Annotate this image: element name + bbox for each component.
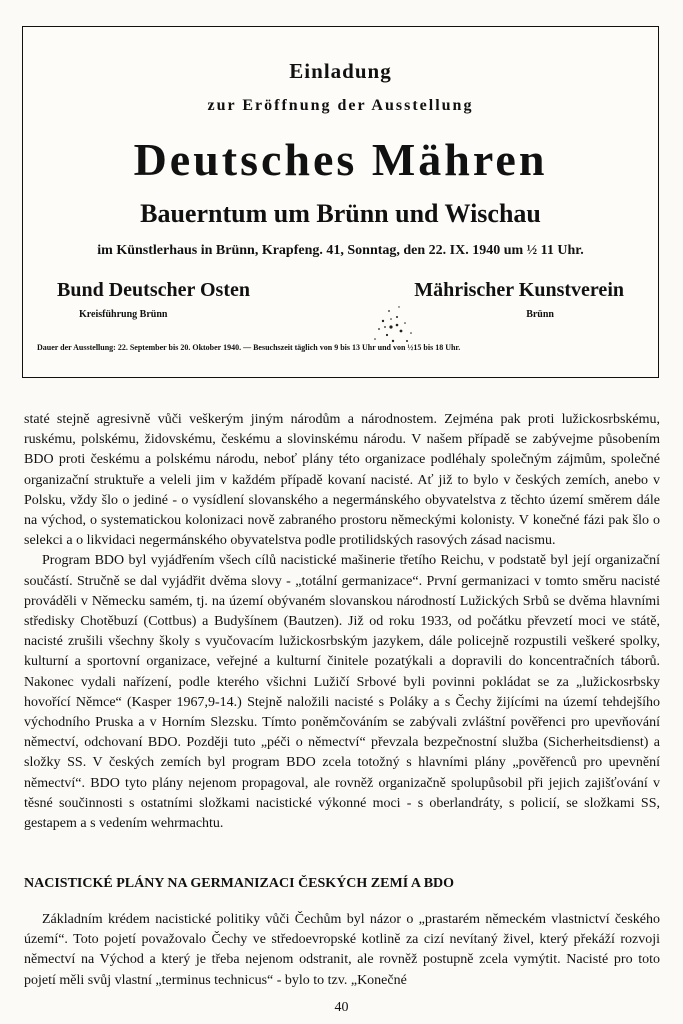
paragraph-1: staté stejně agresivně vůči veškerým jiným národům a národnostem. Zejména pak proti lužickosrbskému, ruskému, polskému, židovskému, českému a slovinskému národu. V našem případě se zabývejme působením BDO proti českému a polskému národu, neboť plány této organizace podléhaly společným zájmům, společné organizační struktuře a veleli jim v každém případě kovaní nacisté. Ať již to bylo v českých zemích, anebo v Polsku, vždy šlo o jediné - o vysídlení slovanského a negermánského obyvatelstva z těchto území směrem dále na východ, o systematickou kolonizaci nově zabraného prostoru německými kolonisty. V konečné fázi pak šlo o selekci a o likvidaci negermánského obyvatelstva podle protilidských rasových zásad nacismu. <box>24 412 660 549</box>
article-body <box>24 410 660 834</box>
organizer-left: Bund Deutscher Osten <box>57 279 250 301</box>
venue-line: im Künstlerhaus in Brünn, Krapfeng. 41, Sonntag, den 22. IX. 1940 um ½ 11 Uhr. <box>97 243 584 258</box>
paragraph-2: Program BDO byl vyjádřením všech cílů nacistické mašinerie třetího Reichu, v podstatě byl její organizační součástí. Stručně se dal vyjádřit dvěma slovy - „totální germanizace“. První germanizaci v tomto směru nacisté prováděli v Německu samém, tj. na území obývaném slovanskou národností Lužických Srbů se dvěma hlavními středisky Chotěbuzí (Cottbus) a Budyšínem (Bautzen). Již od roku 1933, od počátku převzetí moci ve státě, nacisté zrušili všechny školy s vyučovacím lužickosrbským jazykem, dále policejně rozpustili veškeré spolky, kulturní a sportovní organizace, veřejné a kulturní činitele pozatýkali a dopravili do koncentračních táborů. Nakonec vydali nařízení, podle kterého všichni Lužičí Srbové byli povinni pokládat se za „lužickosrbsky hovořící Němce“ (Kasper 1967,9-14.) Stejně naložili nacisté s Poláky a s Čechy žijícími na území tehdejšího východního Pruska a v Horním Slezsku. Tímto poněmčováním se zabývali zvláštní pověřenci pro upevňování němectví, odchovaní BDO. Později tuto „péči o němectví“ převzala bezpečnostní služba (Sicherheitsdienst) a složky SS. V českých zemích byl program BDO zcela totožný s hlavními plány „pověřenců pro upevnění němectví“. BDO tyto plány nejenom propagoval, ale rovněž organizačně spolupůsobil při jejich zajišťování v těsné součinnosti s ostatními složkami nacistické výkonné moci - s oberlandráty, s policií, se složkami SS, gestapem a s vedením wehrmachtu. <box>24 553 660 832</box>
exhibition-title: Deutsches Mähren <box>133 134 548 185</box>
exhibition-subtitle: Bauerntum um Brünn und Wischau <box>140 199 541 228</box>
paragraph-3: Základním krédem nacistické politiky vůči Čechům byl názor o „prastarém německém vlastnictví českého území“. Toto pojetí považovalo Čechy ve středoevropské kotlině za cizí nevítaný živel, který překáží rozvoji němectví na Východ a který je třeba nejenom odstranit, ale rovněž postupně zcela vymýtit. Nacisté pro toto pojetí měli svůj vlastní „terminus technicus“ - bylo to tzv. „Konečné <box>24 912 660 988</box>
organizer-right: Mährischer Kunstverein <box>414 279 624 301</box>
organizer-left-sub: Kreisführung Brünn <box>79 309 168 320</box>
invitation-card <box>22 26 659 378</box>
article-body-continued <box>24 910 660 991</box>
page-number: 40 <box>334 1000 349 1015</box>
section-heading: NACISTICKÉ PLÁNY NA GERMANIZACI ČESKÝCH ZEMÍ A BDO <box>24 876 455 891</box>
exhibition-dates: Dauer der Ausstellung: 22. September bis 20. Oktober 1940. — Besuchszeit täglich von 9 bis 13 Uhr und von ½15 bis 18 Uhr. <box>37 343 461 352</box>
invitation-subheading: zur Eröffnung der Ausstellung <box>207 97 474 114</box>
organizer-right-sub: Brünn <box>526 309 554 320</box>
invitation-heading: Einladung <box>289 59 392 83</box>
